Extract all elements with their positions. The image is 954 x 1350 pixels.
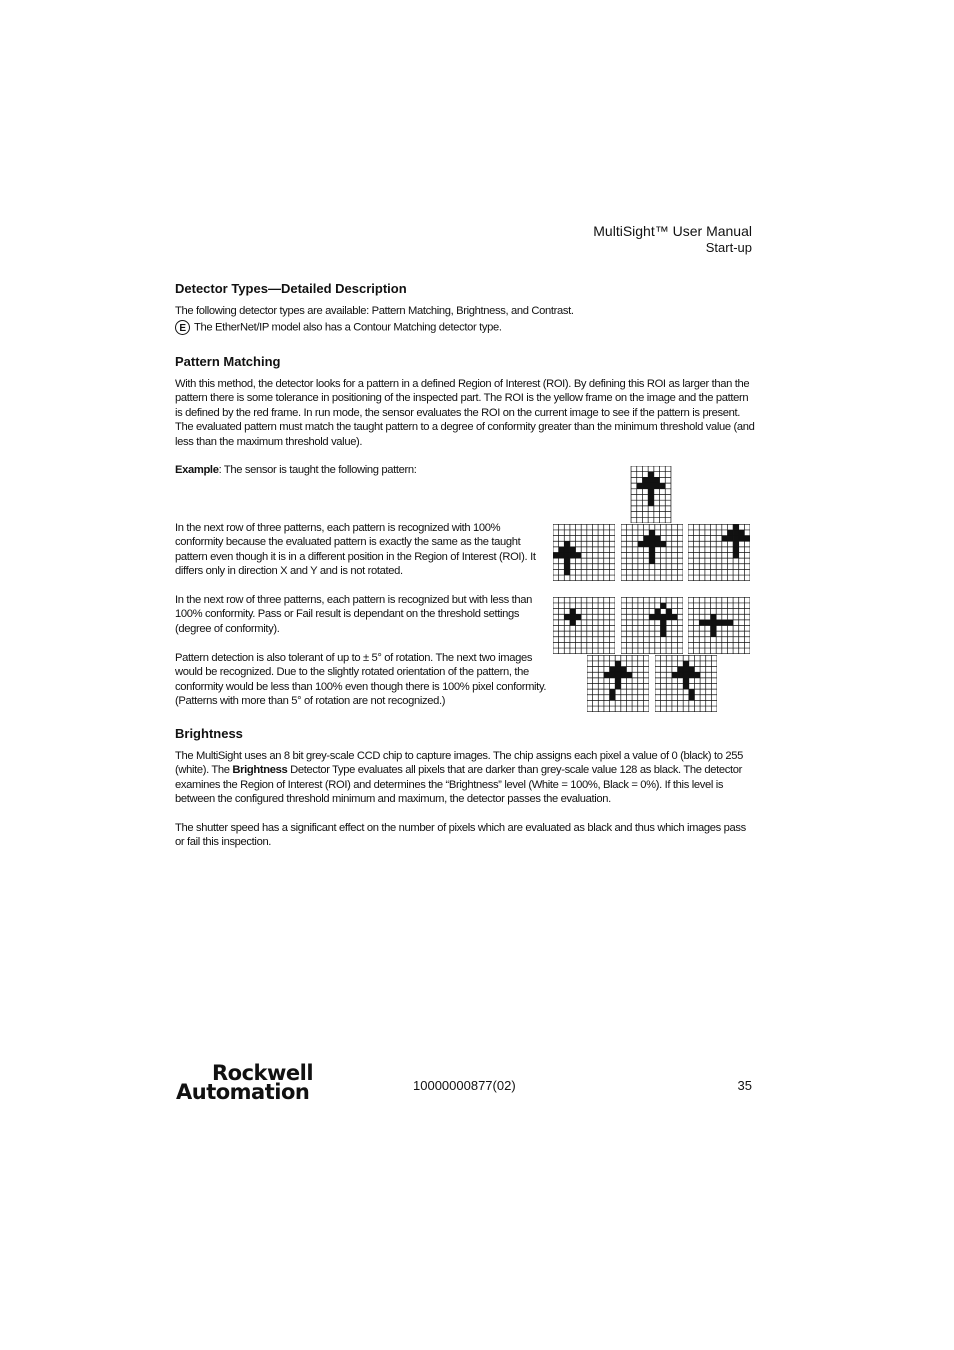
company-logo-line2: Automation: [176, 1080, 310, 1104]
pattern-pixel: [564, 569, 570, 575]
pattern-pixel: [672, 672, 678, 678]
pattern-pixel: [711, 614, 717, 620]
pattern-pixel: [716, 620, 722, 626]
pattern-pixel: [576, 553, 582, 559]
pattern-pixel: [694, 672, 700, 678]
pattern-pixel: [576, 614, 582, 620]
pattern-pixel: [649, 614, 655, 620]
row1-pattern-grid-2: [621, 524, 683, 581]
pattern-pixel: [660, 614, 666, 620]
pattern-pixel: [642, 483, 648, 489]
row2-pattern-grid-3: [688, 597, 750, 654]
pattern-pixel: [610, 689, 616, 695]
pattern-pixel: [678, 672, 684, 678]
pattern-pixel: [722, 620, 728, 626]
pattern-pixel: [648, 483, 654, 489]
pattern-pixel: [615, 672, 621, 678]
pattern-pixel: [739, 530, 745, 536]
pattern-pixel: [660, 626, 666, 632]
rotated-pattern-grid-1: [587, 655, 649, 712]
pattern-pixel: [649, 553, 655, 559]
example-paragraph: [175, 463, 535, 477]
pattern-pixel: [660, 483, 666, 489]
pattern-pixel: [666, 609, 672, 615]
pattern-pixel: [683, 684, 689, 690]
pattern-pixel: [564, 564, 570, 570]
pattern-pixel: [610, 695, 616, 701]
manual-title: MultiSight™ User Manual: [593, 223, 752, 239]
pattern-pixel: [648, 489, 654, 495]
pattern-pixel: [660, 620, 666, 626]
pattern-pixel: [699, 620, 705, 626]
pattern-pixel: [727, 530, 733, 536]
pattern-pixel: [683, 678, 689, 684]
pattern-pixel: [678, 667, 684, 673]
pattern-matching-paragraph: With this method, the detector looks for a pattern in a defined Region of Interest (ROI). By defining this ROI as larger than the pattern there is some tolerance in positioning of the inspected part. The ROI is the yellow frame on the image and the pattern is defined by the red frame. In run mode, the sensor evaluates the ROI on the current image to see if the pattern is present. The evaluated pattern must match the taught pattern to a degree of conformity greater than the minimum threshold value (and less than the maximum threshold value).: [175, 378, 755, 448]
pattern-matching-heading: Pattern Matching: [175, 354, 281, 369]
pattern-pixel: [683, 672, 689, 678]
pattern-pixel: [564, 541, 570, 547]
pattern-pixel: [689, 695, 695, 701]
row2-pattern-grid-1: [553, 597, 615, 654]
pattern-pixel: [683, 667, 689, 673]
pattern-pixel: [570, 609, 576, 615]
pattern-pixel: [660, 603, 666, 609]
brightness-term: Brightness: [232, 764, 288, 777]
pattern-pixel: [621, 672, 627, 678]
pattern-pixel: [655, 609, 661, 615]
pattern-pixel: [649, 547, 655, 553]
pattern-pixel: [744, 536, 750, 542]
example-text: : The sensor is taught the following pattern:: [218, 464, 417, 476]
pattern-pixel: [711, 631, 717, 637]
brightness-paragraph-2: The shutter speed has a significant effect on the number of pixels which are evaluated as black and thus which images pass or fail this inspection.: [175, 822, 746, 849]
pattern-pixel: [648, 472, 654, 478]
page-number: 35: [737, 1078, 752, 1093]
pattern-pixel: [648, 477, 654, 483]
pattern-pixel: [654, 483, 660, 489]
pattern-pixel: [733, 541, 739, 547]
pattern-pixel: [570, 553, 576, 559]
pattern-pixel: [637, 483, 643, 489]
pattern-pixel: [727, 536, 733, 542]
pattern-pixel: [722, 536, 728, 542]
row1-pattern-grid-1: [553, 524, 615, 581]
row1-description: In the next row of three patterns, each pattern is recognized with 100% conformity because the evaluated pattern is exactly the same as the taught pattern even though it is in a different position in the Region of Interest (ROI). It differs only in direction X and Y and is not rotated.: [175, 522, 536, 578]
pattern-pixel: [648, 500, 654, 506]
pattern-pixel: [570, 547, 576, 553]
pattern-pixel: [660, 631, 666, 637]
example-label: Example: [175, 464, 219, 476]
chapter-title: Start-up: [705, 240, 752, 255]
pattern-pixel: [672, 614, 678, 620]
pattern-pixel: [733, 524, 739, 530]
ethernet-note: [175, 320, 755, 335]
detector-types-heading: Detector Types—Detailed Description: [175, 281, 407, 296]
pattern-pixel: [666, 614, 672, 620]
pattern-pixel: [655, 614, 661, 620]
rotation-description: Pattern detection is also tolerant of up to ± 5° of rotation. The next two images would be recognized. Due to the slightly rotated orientation of the pattern, the conformity would be less than 100% even though there is 100% pixel conformity. (Patterns with more than 5° of rotation are not recognized.): [175, 652, 547, 708]
pattern-pixel: [739, 536, 745, 542]
brightness-paragraph-1: [175, 749, 755, 807]
pattern-pixel: [711, 626, 717, 632]
pattern-pixel: [570, 620, 576, 626]
row1-pattern-grid-3: [688, 524, 750, 581]
pattern-pixel: [553, 553, 559, 559]
ethernet-note-text: The EtherNet/IP model also has a Contour Matching detector type.: [194, 321, 502, 334]
pattern-pixel: [649, 541, 655, 547]
pattern-pixel: [564, 558, 570, 564]
document-number: 10000000877(02): [413, 1078, 516, 1093]
brightness-heading: Brightness: [175, 726, 243, 741]
pattern-pixel: [649, 536, 655, 542]
pattern-pixel: [660, 541, 666, 547]
detector-types-intro: The following detector types are available: Pattern Matching, Brightness, and Contrast.: [175, 305, 574, 317]
pattern-pixel: [689, 689, 695, 695]
brightness-p1-start: The MultiSight uses an 8 bit grey-scale CCD chip to capture images. The chip assigns each pixel a value of 0 (black) to 255 (white). The: [175, 750, 744, 777]
rotated-pattern-grid-2: [655, 655, 717, 712]
pattern-pixel: [564, 614, 570, 620]
pattern-pixel: [610, 667, 616, 673]
pattern-pixel: [733, 553, 739, 559]
row2-description: In the next row of three patterns, each pattern is recognized but with less than 100% conformity. Pass or Fail result is dependant on the threshold settings (degree of conformity).: [175, 594, 532, 635]
pattern-pixel: [648, 495, 654, 501]
pattern-pixel: [610, 672, 616, 678]
pattern-pixel: [649, 530, 655, 536]
pattern-pixel: [733, 536, 739, 542]
pattern-pixel: [615, 667, 621, 673]
taught-pattern-grid: [630, 466, 672, 523]
pattern-pixel: [654, 477, 660, 483]
pattern-pixel: [615, 684, 621, 690]
pattern-pixel: [638, 541, 644, 547]
pattern-pixel: [727, 620, 733, 626]
pattern-pixel: [644, 541, 650, 547]
pattern-pixel: [559, 553, 565, 559]
pattern-pixel: [689, 667, 695, 673]
pattern-pixel: [564, 553, 570, 559]
pattern-pixel: [621, 667, 627, 673]
pattern-pixel: [642, 477, 648, 483]
pattern-pixel: [570, 614, 576, 620]
pattern-pixel: [705, 620, 711, 626]
pattern-pixel: [626, 672, 632, 678]
ethernet-model-icon: E: [175, 320, 190, 335]
company-logo-line1: Rockwell: [212, 1061, 314, 1085]
pattern-pixel: [689, 672, 695, 678]
pattern-pixel: [615, 661, 621, 667]
brightness-p1-end: Detector Type evaluates all pixels that are darker than grey-scale value 128 as black. The detector examines the Region of Interest (ROI) and determines the “Brightness” level (White = 100%, Black = 0%). If this level is between the configured threshold minimum and maximum, the detector passes the evaluation.: [175, 764, 742, 806]
pattern-pixel: [564, 547, 570, 553]
pattern-pixel: [683, 661, 689, 667]
pattern-pixel: [615, 678, 621, 684]
pattern-pixel: [655, 536, 661, 542]
pattern-pixel: [733, 547, 739, 553]
pattern-pixel: [644, 536, 650, 542]
pattern-pixel: [559, 547, 565, 553]
pattern-pixel: [655, 541, 661, 547]
pattern-pixel: [649, 558, 655, 564]
pattern-pixel: [604, 672, 610, 678]
pattern-pixel: [711, 620, 717, 626]
row2-pattern-grid-2: [621, 597, 683, 654]
pattern-pixel: [733, 530, 739, 536]
